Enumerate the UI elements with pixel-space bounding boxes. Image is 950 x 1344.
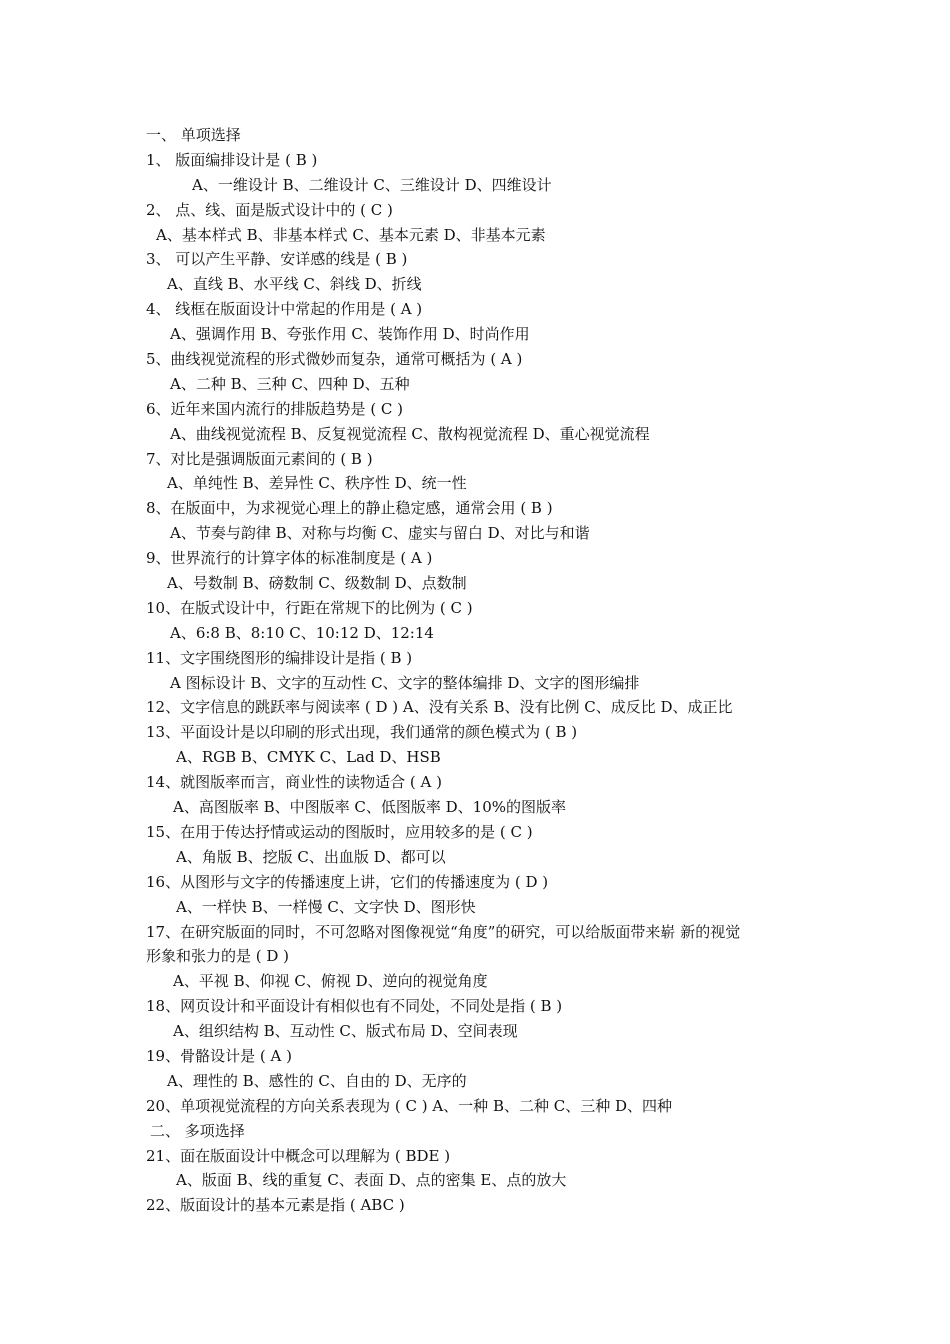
text-line: A、二种 B、三种 C、四种 D、五种 (170, 374, 410, 393)
text-line: A、理性的 B、感性的 C、自由的 D、无序的 (167, 1071, 467, 1090)
text-line: A、强调作用 B、夸张作用 C、装饰作用 D、时尚作用 (170, 325, 530, 344)
text-line: 6、近年来国内流行的排版趋势是 ( C ) (146, 399, 404, 418)
text-line: A、角版 B、挖版 C、出血版 D、都可以 (176, 847, 446, 866)
text-line: 10、在版式设计中，行距在常规下的比例为 ( C ) (146, 598, 473, 617)
text-line: 4、 线框在版面设计中常起的作用是 ( A ) (146, 300, 423, 319)
text-line: A、一样快 B、一样慢 C、文字快 D、图形快 (176, 897, 476, 916)
text-line: 22、版面设计的基本元素是指 ( ABC ) (146, 1196, 405, 1215)
text-line: 17、在研究版面的同时，不可忽略对图像视觉“角度”的研究，可以给版面带来崭 新的视觉 (146, 922, 741, 941)
text-line: 20、单项视觉流程的方向关系表现为 ( C ) A、一种 B、二种 C、三种 D、四种 (146, 1096, 673, 1115)
text-line: 形象和张力的是 ( D ) (146, 947, 290, 966)
text-line: A、基本样式 B、非基本样式 C、基本元素 D、非基本元素 (156, 225, 546, 244)
text-line: 15、在用于传达抒情或运动的图版时，应用较多的是 ( C ) (146, 822, 533, 841)
text-line: 7、对比是强调版面元素间的 ( B ) (146, 449, 373, 468)
text-line: 3、 可以产生平静、安详感的线是 ( B ) (146, 250, 408, 269)
text-line: A、直线 B、水平线 C、斜线 D、折线 (167, 275, 422, 294)
text-line: A、RGB B、CMYK C、Lad D、HSB (176, 748, 441, 767)
text-line: A、高图版率 B、中图版率 C、低图版率 D、10%的图版率 (173, 798, 567, 817)
text-line: 9、世界流行的计算字体的标准制度是 ( A ) (146, 549, 433, 568)
text-line: A、节奏与韵律 B、对称与均衡 C、虚实与留白 D、对比与和谐 (170, 524, 590, 543)
text-line: 13、平面设计是以印刷的形式出现，我们通常的颜色模式为 ( B ) (146, 723, 578, 742)
text-line: A、一维设计 B、二维设计 C、三维设计 D、四维设计 (192, 175, 552, 194)
text-line: 二、 多项选择 (150, 1121, 245, 1140)
text-line: 21、面在版面设计中概念可以理解为 ( BDE ) (146, 1146, 451, 1165)
text-line: 19、骨骼设计是 ( A ) (146, 1046, 292, 1065)
text-line: A、平视 B、仰视 C、俯视 D、逆向的视觉角度 (173, 972, 488, 991)
text-line: 12、文字信息的跳跃率与阅读率 ( D ) A、没有关系 B、没有比例 C、成反比 D、成正比 (146, 698, 733, 717)
text-line: A、曲线视觉流程 B、反复视觉流程 C、散构视觉流程 D、重心视觉流程 (170, 424, 650, 443)
text-line: 11、文字围绕图形的编排设计是指 ( B ) (146, 648, 413, 667)
text-line: 14、就图版率而言，商业性的读物适合 ( A ) (146, 773, 442, 792)
text-line: A、版面 B、线的重复 C、表面 D、点的密集 E、点的放大 (176, 1171, 567, 1190)
text-line: 1、 版面编排设计是 ( B ) (146, 150, 318, 169)
document-body (146, 123, 846, 1218)
text-line: A、号数制 B、磅数制 C、级数制 D、点数制 (167, 574, 467, 593)
text-line: 5、曲线视觉流程的形式微妙而复杂，通常可概括为 ( A ) (146, 350, 523, 369)
text-line: A、组织结构 B、互动性 C、版式布局 D、空间表现 (173, 1022, 518, 1041)
text-line: 16、从图形与文字的传播速度上讲，它们的传播速度为 ( D ) (146, 872, 549, 891)
text-line: 2、 点、线、面是版式设计中的 ( C ) (146, 200, 393, 219)
text-line: 一、 单项选择 (146, 126, 241, 144)
text-line: A 图标设计 B、文字的互动性 C、文字的整体编排 D、文字的图形编排 (170, 673, 640, 692)
text-line: A、单纯性 B、差异性 C、秩序性 D、统一性 (167, 474, 467, 493)
text-line: 18、网页设计和平面设计有相似也有不同处，不同处是指 ( B ) (146, 997, 563, 1016)
text-line: A、6:8 B、8:10 C、10:12 D、12:14 (170, 623, 434, 642)
text-line: 8、在版面中，为求视觉心理上的静止稳定感，通常会用 ( B ) (146, 499, 553, 518)
